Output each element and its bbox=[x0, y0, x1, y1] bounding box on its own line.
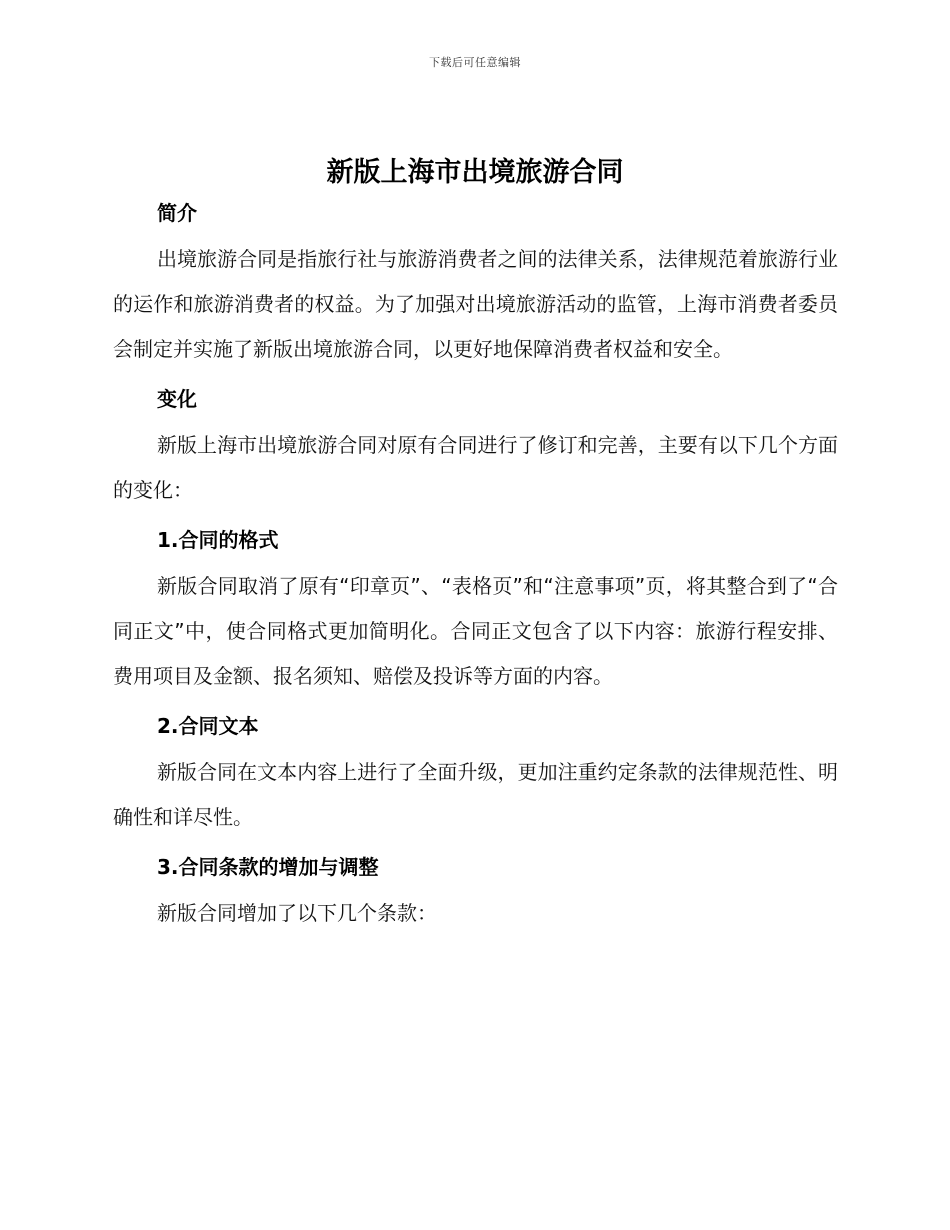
section-heading-clauses: 3.合同条款的增加与调整 bbox=[157, 855, 379, 879]
section-heading-intro: 简介 bbox=[157, 201, 197, 225]
page-header: 下载后可任意编辑 bbox=[429, 56, 521, 69]
paragraph-format: 新版合同取消了原有“印章页”、“表格页”和“注意事项”页，将其整合到了“合同正文”中，使合同格式更加简明化。合同正文包含了以下内容：旅游行程安排、费用项目及金额、报名须知、赔偿及投诉等方面的内容。 bbox=[113, 574, 838, 688]
section-heading-changes: 变化 bbox=[157, 387, 197, 411]
section-heading-format: 1.合同的格式 bbox=[157, 528, 279, 552]
document-title: 新版上海市出境旅游合同 bbox=[326, 157, 624, 188]
document-body bbox=[113, 198, 838, 936]
paragraph-text: 新版合同在文本内容上进行了全面升级，更加注重约定条款的法律规范性、明确性和详尽性。 bbox=[113, 760, 838, 829]
paragraph-clauses: 新版合同增加了以下几个条款： bbox=[157, 901, 437, 925]
section-heading-text: 2.合同文本 bbox=[157, 714, 259, 738]
paragraph-intro: 出境旅游合同是指旅行社与旅游消费者之间的法律关系，法律规范着旅游行业的运作和旅游消费者的权益。为了加强对出境旅游活动的监管，上海市消费者委员会制定并实施了新版出境旅游合同，以更好地保障消费者权益和安全。 bbox=[113, 247, 838, 361]
paragraph-changes: 新版上海市出境旅游合同对原有合同进行了修订和完善，主要有以下几个方面的变化： bbox=[113, 433, 838, 502]
